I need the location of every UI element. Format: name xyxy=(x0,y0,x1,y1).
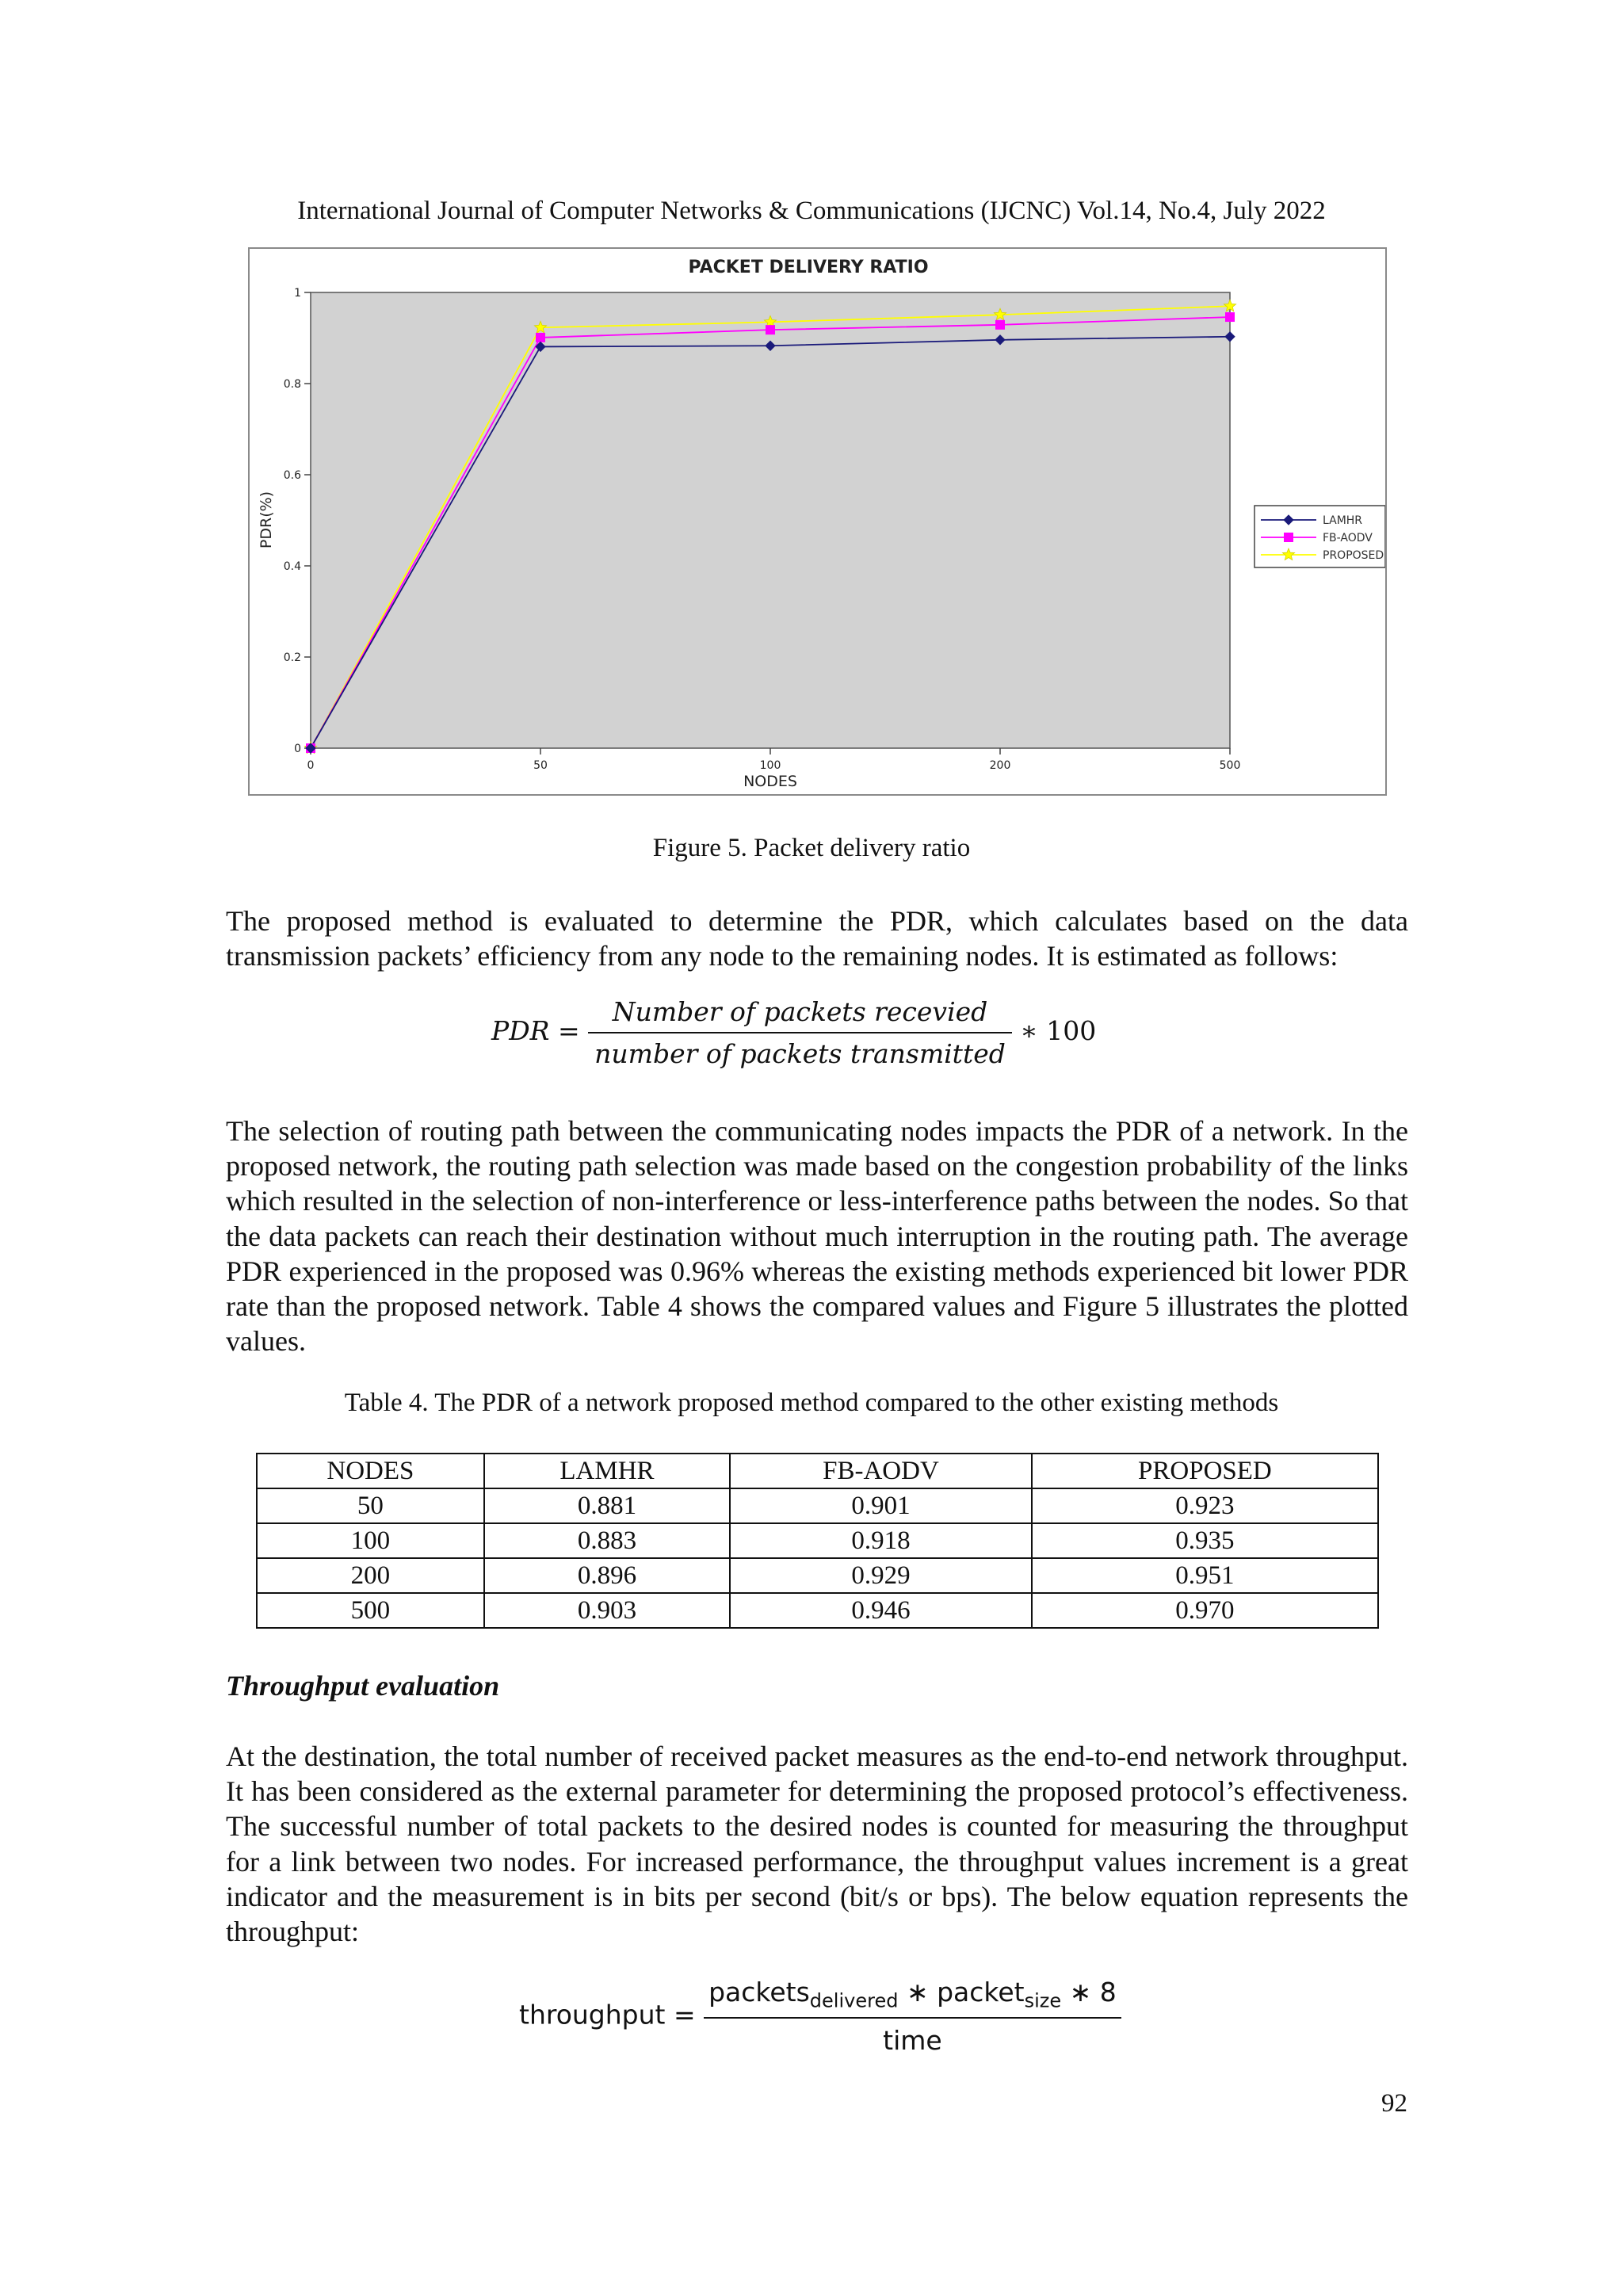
table-cell: 0.883 xyxy=(484,1523,730,1558)
table-cell: 0.896 xyxy=(484,1558,730,1593)
table-cell: 0.881 xyxy=(484,1488,730,1523)
table-header-cell: FB-AODV xyxy=(730,1454,1032,1488)
data-point xyxy=(1225,312,1235,322)
paragraph-throughput: At the destination, the total number of received packet measures as the end-to-end network throughput. It has been considered as the external parameter for determining the proposed protocol’s effectiveness. The successful number of total packets to the desired nodes is counted for measuring the throughput for a link between two nodes. For increased performance, the throughput values increment is a great indicator and the measurement is in bits per second (bit/s or bps). The below equation represents the throughput: xyxy=(226,1740,1408,1948)
pdr-formula xyxy=(491,996,1096,1069)
table-header-row xyxy=(257,1454,1378,1488)
pdr-chart-svg xyxy=(250,249,1385,794)
table-header-cell: NODES xyxy=(257,1454,484,1488)
table-caption: Table 4. The PDR of a network proposed method compared to the other existing methods xyxy=(344,1389,1279,1417)
paragraph-routing-path: The selection of routing path between the communicating nodes impacts the PDR of a network. In the proposed network, the routing path selection was made based on the congestion probability of the links which resulted in the selection of non-interference or less-interference paths between the nodes. So that the data packets can reach their destination without much interruption in the routing path. The average PDR experienced in the proposed was 0.96% whereas the existing methods experienced bit lower PDR rate than the proposed network. Table 4 shows the compared values and Figure 5 illustrates the plotted values. xyxy=(226,1115,1408,1358)
y-axis-label: PDR(%) xyxy=(258,491,275,549)
data-point xyxy=(766,325,775,334)
table-cell: 50 xyxy=(257,1488,484,1523)
num-packets: packets xyxy=(708,1977,810,2008)
table-header-cell: LAMHR xyxy=(484,1454,730,1488)
table-cell: 0.951 xyxy=(1032,1558,1378,1593)
y-tick-label: 1 xyxy=(294,287,301,300)
table-cell: 500 xyxy=(257,1593,484,1628)
legend-label: LAMHR xyxy=(1323,514,1363,527)
y-tick-label: 0.6 xyxy=(283,469,301,482)
table-cell: 0.903 xyxy=(484,1593,730,1628)
legend-label: PROPOSED xyxy=(1323,549,1384,562)
table-row xyxy=(257,1523,1378,1558)
pdr-formula-lhs: PDR = xyxy=(491,1015,580,1046)
figure-caption: Figure 5. Packet delivery ratio xyxy=(652,834,971,862)
throughput-formula-lhs: throughput = xyxy=(519,1999,696,2030)
table-cell: 0.935 xyxy=(1032,1523,1378,1558)
table-cell: 0.970 xyxy=(1032,1593,1378,1628)
throughput-formula-fraction xyxy=(704,1977,1121,2056)
section-subheading: Throughput evaluation xyxy=(226,1670,500,1702)
y-tick-label: 0.2 xyxy=(283,651,301,664)
num-times-eight: ∗ 8 xyxy=(1061,1977,1117,2008)
table-row xyxy=(257,1558,1378,1593)
pdr-formula-numerator: Number of packets recevied xyxy=(588,996,1012,1033)
table-cell: 0.929 xyxy=(730,1558,1032,1593)
table-cell: 100 xyxy=(257,1523,484,1558)
num-packet: ∗ packet xyxy=(898,1977,1025,2008)
num-delivered-sub: delivered xyxy=(809,1989,899,2012)
table-cell: 0.946 xyxy=(730,1593,1032,1628)
pdr-formula-rhs: ∗ 100 xyxy=(1020,1015,1097,1046)
table-cell: 0.923 xyxy=(1032,1488,1378,1523)
x-tick-label: 50 xyxy=(533,759,548,772)
y-tick-label: 0.8 xyxy=(283,378,301,391)
pdr-table xyxy=(256,1453,1379,1629)
x-tick-label: 100 xyxy=(759,759,781,772)
legend-marker xyxy=(1284,533,1293,542)
throughput-formula-numerator xyxy=(704,1977,1121,2019)
table-row xyxy=(257,1593,1378,1628)
chart-legend xyxy=(1254,506,1385,567)
chart-title: PACKET DELIVERY RATIO xyxy=(688,258,929,277)
table-header-cell: PROPOSED xyxy=(1032,1454,1378,1488)
pdr-formula-fraction xyxy=(588,996,1012,1069)
pdr-chart xyxy=(248,247,1387,796)
running-header: International Journal of Computer Networks & Communications (IJCNC) Vol.14, No.4, July 2022 xyxy=(297,197,1326,225)
table-cell: 0.901 xyxy=(730,1488,1032,1523)
x-tick-label: 500 xyxy=(1219,759,1241,772)
x-tick-label: 0 xyxy=(307,759,315,772)
y-tick-label: 0.4 xyxy=(283,560,301,573)
pdr-formula-denominator: number of packets transmitted xyxy=(594,1038,1006,1069)
data-point xyxy=(536,333,545,342)
y-tick-label: 0 xyxy=(294,743,301,755)
plot-area xyxy=(311,292,1230,748)
throughput-formula-denominator: time xyxy=(883,2024,942,2056)
x-axis-label: NODES xyxy=(743,773,797,790)
data-point xyxy=(995,320,1005,330)
table-cell: 200 xyxy=(257,1558,484,1593)
paragraph-pdr-intro: The proposed method is evaluated to determine the PDR, which calculates based on the data transmission packets’ efficiency from any node to the remaining nodes. It is estimated as follows: xyxy=(226,905,1408,972)
legend-label: FB-AODV xyxy=(1323,532,1373,544)
num-size-sub: size xyxy=(1024,1989,1062,2012)
table-row xyxy=(257,1488,1378,1523)
table-cell: 0.918 xyxy=(730,1523,1032,1558)
x-tick-label: 200 xyxy=(989,759,1011,772)
page-number: 92 xyxy=(1381,2089,1407,2118)
throughput-formula xyxy=(519,1977,1121,2056)
